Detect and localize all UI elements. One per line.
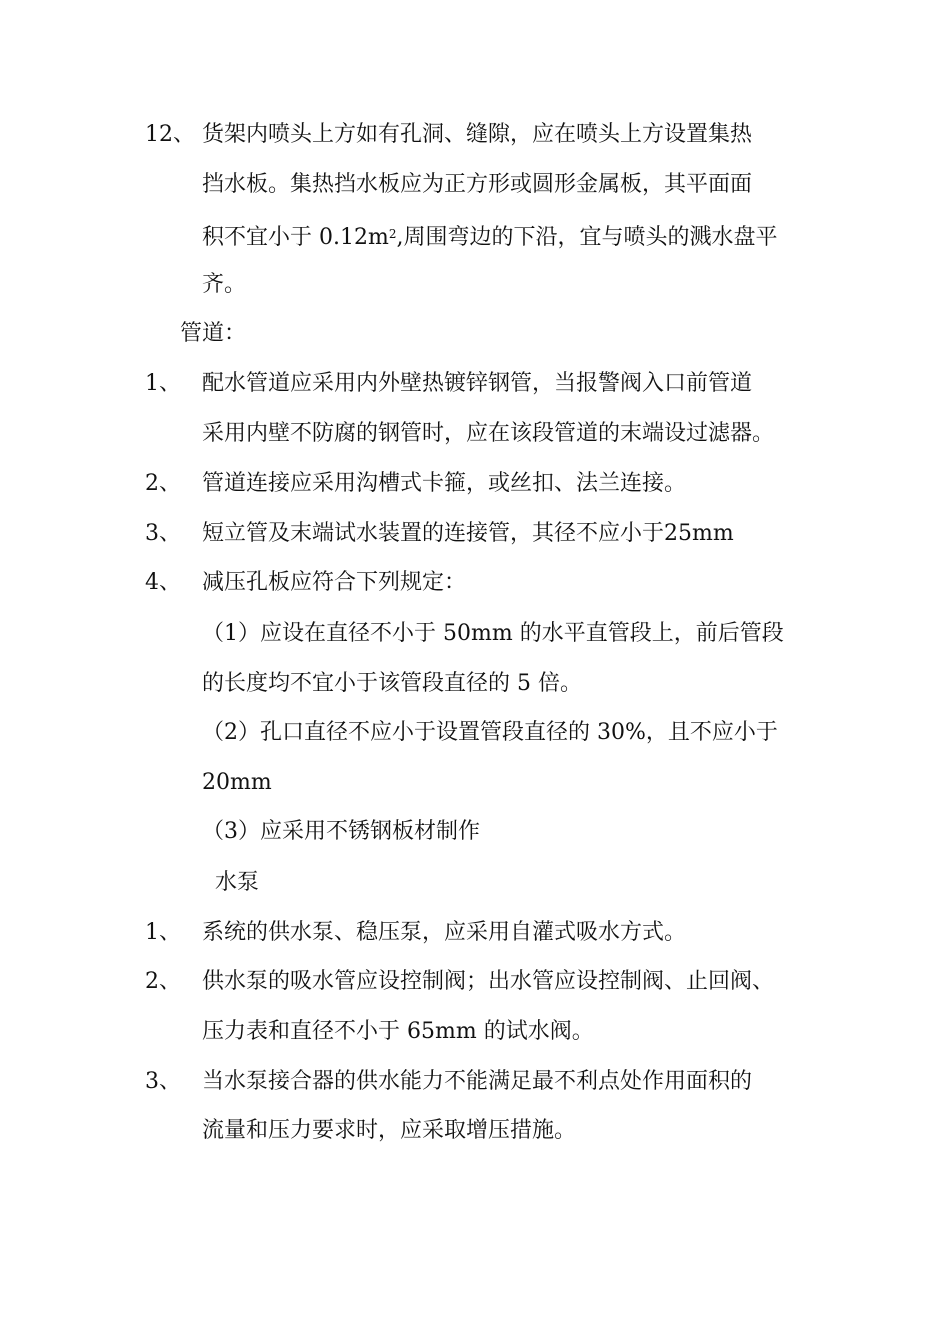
- paragraph-line: 当水泵接合器的供水能力不能满足最不利点处作用面积的: [202, 1069, 753, 1094]
- paragraph-line: 配水管道应采用内外壁热镀锌钢管，当报警阀入口前管道: [202, 371, 753, 396]
- item-number: 2、: [145, 471, 181, 496]
- item-number: 12、: [145, 122, 195, 147]
- paragraph-line: 系统的供水泵、稳压泵，应采用自灌式吸水方式。: [202, 920, 687, 945]
- section-heading: 水泵: [215, 870, 260, 895]
- paragraph-line: 管道连接应采用沟槽式卡箍，或丝扣、法兰连接。: [202, 471, 687, 496]
- item-number: 1、: [145, 371, 181, 396]
- sub-item-line: （1）应设在直径不小于 50mm 的水平直管段上，前后管段: [202, 621, 784, 646]
- paragraph-line: 采用内壁不防腐的钢管时，应在该段管道的末端设过滤器。: [202, 421, 775, 446]
- section-heading: 管道：: [180, 321, 247, 346]
- item-number: 1、: [145, 920, 181, 945]
- paragraph-line: 减压孔板应符合下列规定：: [202, 570, 467, 595]
- sub-item-line: 的长度均不宜小于该管段直径的 5 倍。: [202, 671, 582, 696]
- text-segment: 积不宜小于 0.12m: [202, 225, 389, 250]
- item-number: 3、: [145, 521, 181, 546]
- paragraph-line: 齐。: [202, 272, 247, 297]
- item-number: 2、: [145, 969, 181, 994]
- item-number: 4、: [145, 570, 181, 595]
- sub-item-line: （3）应采用不锈钢板材制作: [202, 819, 480, 844]
- paragraph-line: 货架内喷头上方如有孔洞、缝隙，应在喷头上方设置集热: [202, 122, 753, 147]
- paragraph-line: 供水泵的吸水管应设控制阀；出水管应设控制阀、止回阀、: [202, 969, 775, 994]
- item-number: 3、: [145, 1069, 181, 1094]
- paragraph-line: 挡水板。集热挡水板应为正方形或圆形金属板，其平面面: [202, 172, 753, 197]
- text-segment: ,周围弯边的下沿，宜与喷头的溅水盘平: [396, 225, 778, 250]
- paragraph-line: 流量和压力要求时，应采取增压措施。: [202, 1118, 577, 1143]
- superscript: 2: [388, 227, 397, 241]
- paragraph-line: 压力表和直径不小于 65mm 的试水阀。: [202, 1019, 594, 1044]
- paragraph-line: 短立管及末端试水装置的连接管，其径不应小于25mm: [202, 521, 734, 546]
- sub-item-line: （2）孔口直径不应小于设置管段直径的 30%，且不应小于: [202, 720, 778, 745]
- paragraph-line: [202, 219, 777, 253]
- sub-item-line: 20mm: [202, 770, 272, 795]
